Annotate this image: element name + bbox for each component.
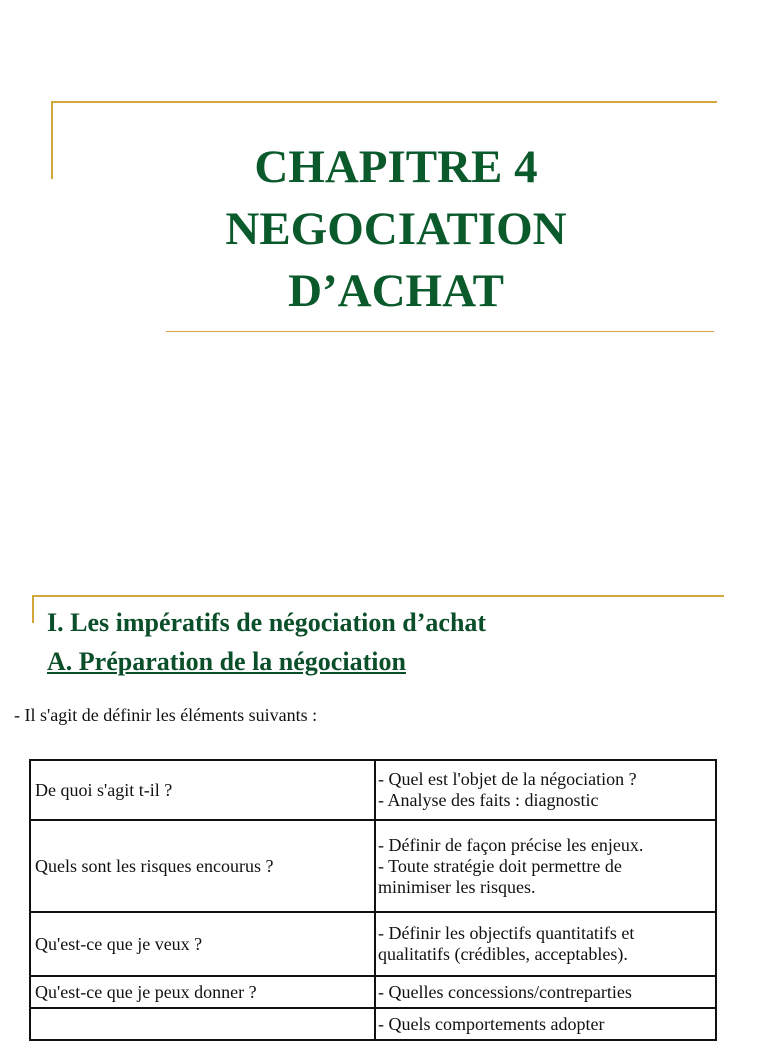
answer-line: - Définir de façon précise les enjeux. [378, 834, 644, 855]
question-cell: Qu'est-ce que je veux ? [30, 912, 375, 976]
preparation-table [29, 759, 717, 1041]
question-cell: Qu'est-ce que je peux donner ? [30, 976, 375, 1008]
frame-top-line [32, 595, 724, 597]
section-subheading: A. Préparation de la négociation [47, 647, 406, 676]
question-cell: De quoi s'agit t-il ? [30, 760, 375, 820]
frame-left-line [51, 101, 53, 179]
answer-line: - Quel est l'objet de la négociation ? [378, 769, 637, 789]
answer-line: minimiser les risques. [378, 876, 536, 897]
table-row [30, 912, 716, 976]
answer-cell [375, 760, 716, 820]
frame-left-line [32, 595, 34, 623]
title-line-2: NEGOCIATION [225, 203, 567, 255]
answer-cell [375, 912, 716, 976]
table-row [30, 1008, 716, 1040]
question-cell: Quels sont les risques encourus ? [30, 820, 375, 912]
answer-line: - Définir les objectifs quantitatifs et [378, 923, 635, 943]
answer-cell [375, 820, 716, 912]
answer-line: - Quelles concessions/contreparties [378, 981, 632, 1002]
slide-title [140, 136, 652, 322]
title-line-1: CHAPITRE 4 [254, 141, 538, 193]
intro-text: - Il s'agit de définir les éléments suivants : [14, 705, 318, 725]
content-slide [0, 560, 768, 1034]
answer-cell [375, 1008, 716, 1040]
title-line-3: D’ACHAT [288, 265, 504, 317]
answer-cell [375, 976, 716, 1008]
frame-bottom-line [166, 331, 714, 332]
question-cell [30, 1008, 375, 1040]
section-heading: I. Les impératifs de négociation d’achat [47, 608, 487, 637]
table-row [30, 760, 716, 820]
answer-line: - Toute stratégie doit permettre de [378, 855, 622, 876]
answer-line: - Analyse des faits : diagnostic [378, 790, 599, 810]
answer-line: qualitatifs (crédibles, acceptables). [378, 944, 628, 964]
table-row [30, 820, 716, 912]
frame-top-line [51, 101, 717, 103]
answer-line: - Quels comportements adopter [378, 1013, 605, 1034]
table-row [30, 976, 716, 1008]
